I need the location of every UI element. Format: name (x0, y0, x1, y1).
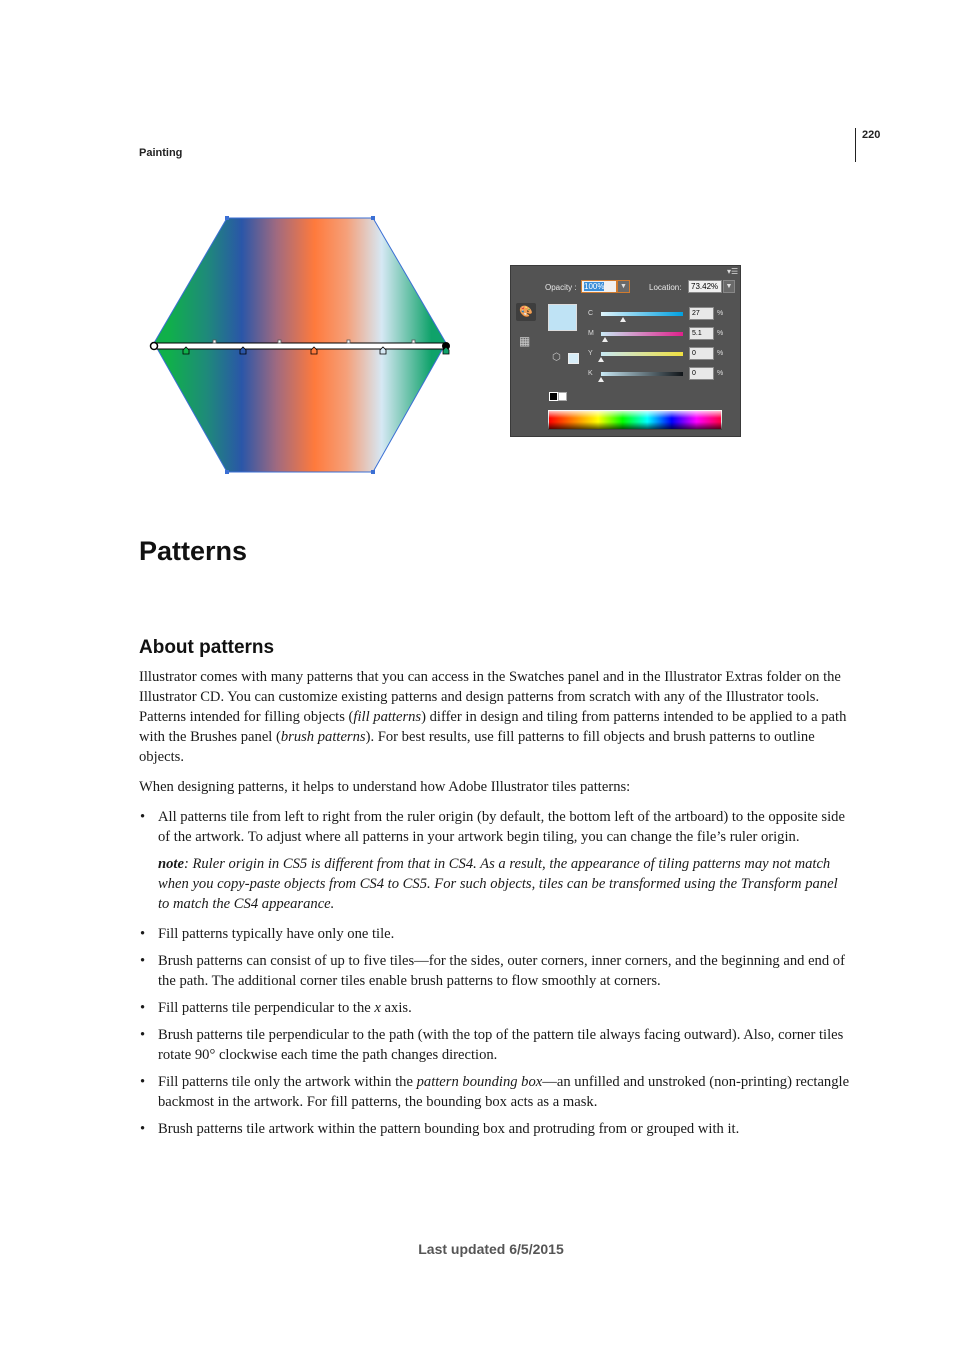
list-item: • Brush patterns tile artwork within the pattern bounding box and protruding from or grouped with it. (140, 1121, 740, 1137)
yellow-label: Y (588, 350, 593, 357)
color-palette-icon[interactable]: 🎨 (516, 303, 536, 321)
note: note: Ruler origin in CS5 is different from that in CS4. As a result, the appearance of tiling patterns may not match when you copy-paste objects from CS4 to CS5. For such objects, tiles can be transformed using the Transform panel to match the CS4 appearance. (158, 856, 838, 912)
color-swatch-preview (548, 304, 577, 331)
list-item: • Fill patterns tile perpendicular to the x axis. (140, 1000, 412, 1016)
list-item: • Fill patterns tile only the artwork within the pattern bounding box—an unfilled and unstroked (non-printing) rectangle backmost in the artwork. For fill patterns, the bounding box acts as a mask. (140, 1074, 850, 1110)
magenta-value-input[interactable]: 5.1 (689, 327, 714, 340)
magenta-slider-thumb[interactable] (602, 337, 608, 342)
black-unit: % (717, 370, 724, 377)
black-slider-track[interactable] (601, 372, 683, 376)
bullet-marker: • (140, 1000, 146, 1016)
header-divider (855, 128, 856, 162)
page-number: 220 (862, 129, 881, 141)
color-spectrum-shading (548, 410, 722, 430)
swatches-grid-icon[interactable]: ▦ (519, 334, 531, 348)
hexagon-gradient-illustration (146, 210, 456, 480)
section-title: Patterns (139, 536, 248, 566)
magenta-label: M (588, 330, 594, 337)
bullet-marker: • (140, 953, 146, 969)
gradient-panel (510, 265, 741, 437)
cyan-slider-track[interactable] (601, 312, 683, 316)
location-input[interactable]: 73.42% (688, 280, 722, 293)
yellow-slider-thumb[interactable] (598, 357, 604, 362)
subsection-title: About patterns (139, 637, 275, 658)
list-item: • Fill patterns typically have only one tile. (140, 926, 395, 942)
lead-paragraph: When designing patterns, it helps to understand how Adobe Illustrator tiles patterns: (139, 779, 631, 795)
yellow-unit: % (717, 350, 724, 357)
bullet-marker: • (140, 926, 146, 942)
bullet-marker: • (140, 1027, 146, 1043)
panel-menu-icon[interactable]: ▾☰ (727, 267, 739, 276)
list-item: • All patterns tile from left to right from the ruler origin (by default, the bottom left of the artboard) to the opposite side of the artwork. To adjust where all patterns in your artwork begin tiling, you can change the file’s ruler origin. note: Ruler origin in CS5 is different from that in CS4. As a result, the appearance of tiling patterns may not match when you copy-paste objects from CS4 to CS5. For such objects, tiles can be transformed using the Transform panel to match the CS4 appearance. (139, 807, 851, 914)
black-slider-thumb[interactable] (598, 377, 604, 382)
out-of-gamut-cube-icon[interactable]: ⬡ (552, 352, 561, 363)
cyan-unit: % (717, 310, 724, 317)
yellow-slider-track[interactable] (601, 352, 683, 356)
bullet-marker: • (140, 1074, 146, 1090)
opacity-input[interactable] (581, 280, 617, 293)
location-label: Location: (649, 283, 682, 292)
note-label: note (158, 856, 184, 872)
opacity-value: 100% (584, 282, 605, 291)
intro-paragraph: Illustrator comes with many patterns that you can access in the Swatches panel and in the Illustrator Extras folder on the Illustrator CD. You can customize existing patterns and design patterns from scratch with any of the Illustrator tools. Patterns intended for filling objects (fill patterns) differ in design and tiling from patterns intended to be applied to a path with the Brushes panel (brush patterns). For best results, use fill patterns to fill objects and brush patterns to outline objects. (139, 669, 847, 765)
bullet-list (139, 807, 851, 1139)
black-swatch[interactable] (549, 392, 558, 401)
magenta-slider-track[interactable] (601, 332, 683, 336)
opacity-dropdown-icon[interactable]: ▼ (617, 280, 630, 293)
body-text (139, 667, 851, 1146)
gradient-figure (146, 210, 746, 480)
bullet-marker: • (140, 809, 146, 825)
cyan-label: C (588, 310, 594, 317)
bullet-marker: • (140, 1121, 146, 1137)
black-value-input[interactable]: 0 (689, 367, 714, 380)
list-item: • Brush patterns tile perpendicular to the path (with the top of the pattern tile always facing outward). Also, corner tiles rotate 90° clockwise each time the path changes direction. (140, 1027, 844, 1063)
yellow-value-input[interactable]: 0 (689, 347, 714, 360)
list-item: • Brush patterns can consist of up to five tiles—for the sides, outer corners, inner corners, and the beginning and end of the path. The additional corner tiles enable brush patterns to flow smoothly at corners. (140, 953, 845, 989)
black-label: K (588, 370, 593, 377)
location-dropdown-icon[interactable]: ▼ (723, 280, 735, 293)
cyan-slider-thumb[interactable] (620, 317, 626, 322)
magenta-unit: % (717, 330, 724, 337)
white-swatch[interactable] (558, 392, 567, 401)
footer-last-updated: Last updated 6/5/2015 (418, 1241, 564, 1257)
opacity-label: Opacity : (545, 283, 577, 292)
web-safe-swatch[interactable] (568, 353, 579, 364)
running-head: Painting (139, 147, 183, 159)
cyan-value-input[interactable]: 27 (689, 307, 714, 320)
